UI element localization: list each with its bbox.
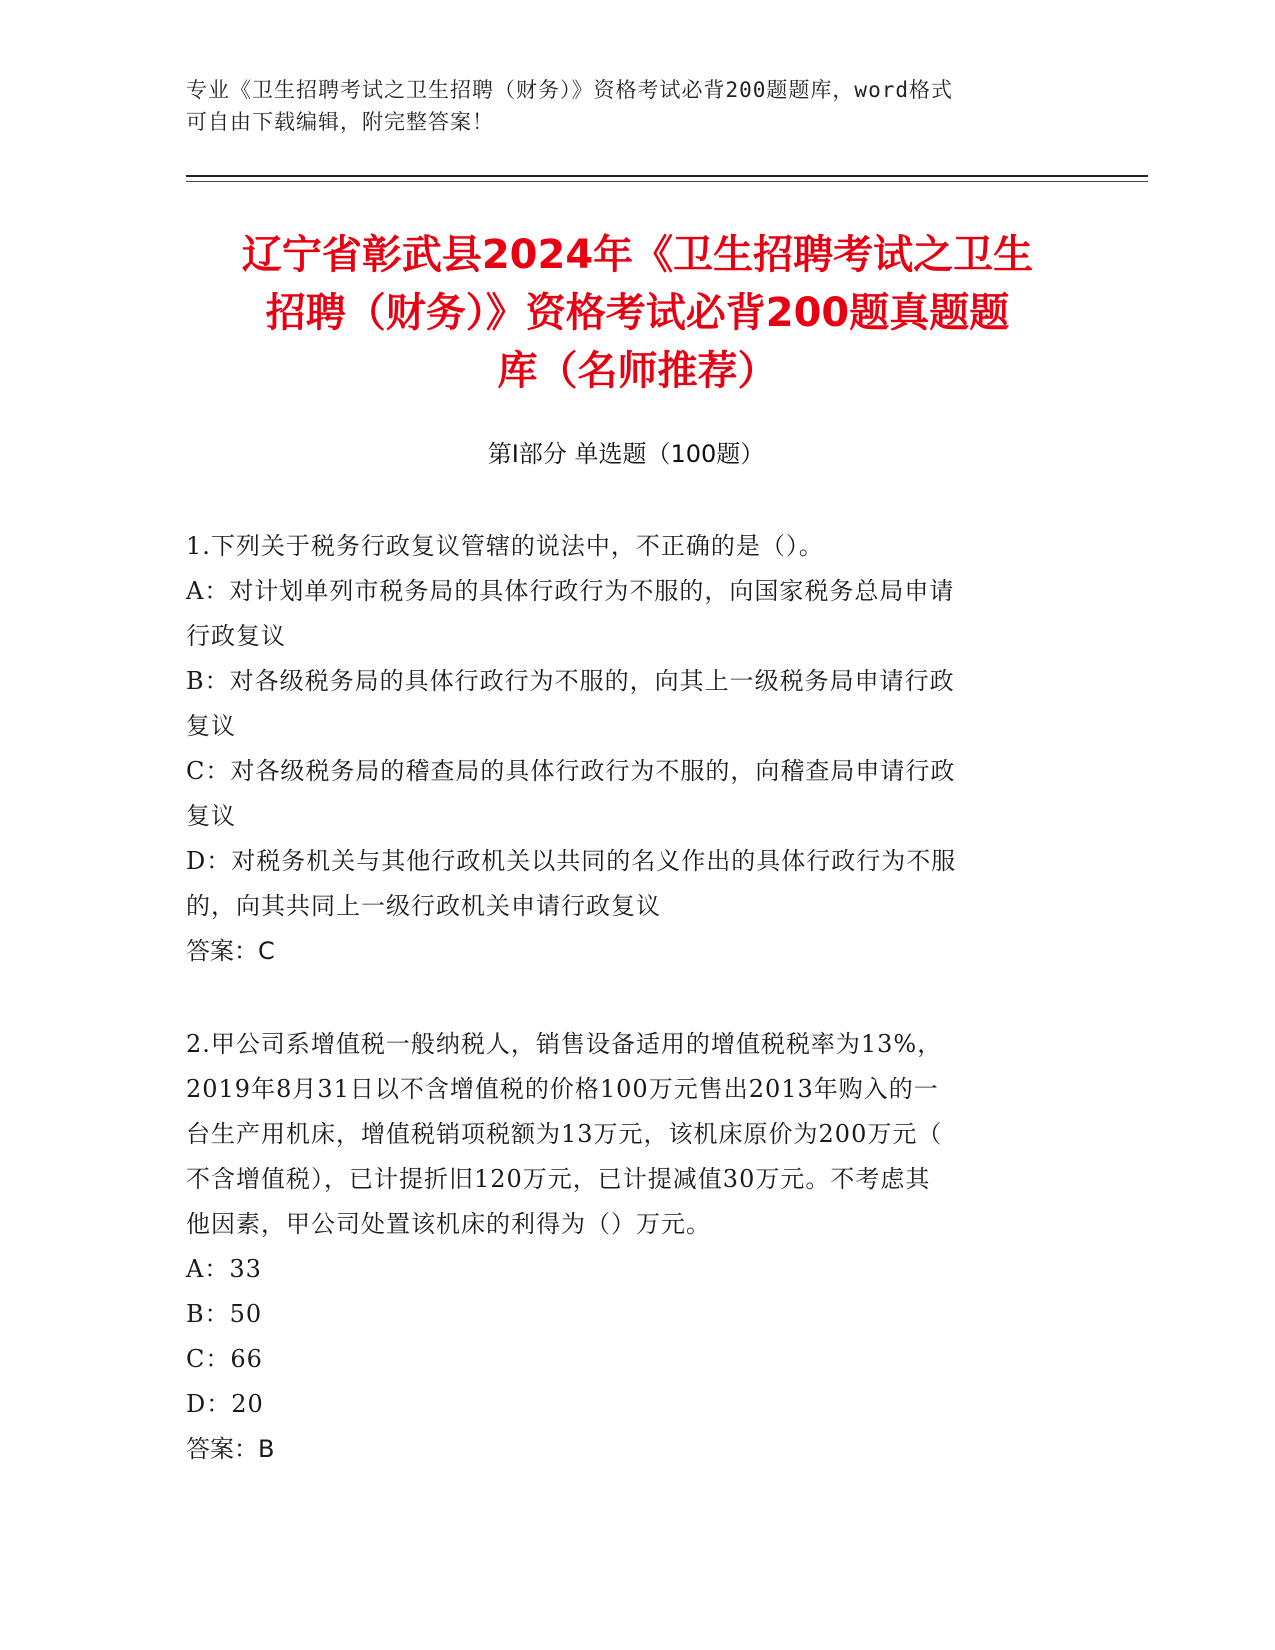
question-2 [186,1022,1066,1472]
option-c: C：66 [186,1345,263,1373]
header-divider-thick [186,175,1148,177]
option-b: B：对各级税务局的具体行政行为不服的，向其上一级税务局申请行政 复议 [186,667,955,740]
header-note-line: 可自由下载编辑，附完整答案！ [186,110,494,134]
answer: 答案：B [186,1435,275,1463]
option-b: B：50 [186,1300,263,1328]
document-title-line: 库（名师推荐） [497,348,778,394]
question-stem: 2.甲公司系增值税一般纳税人，销售设备适用的增值税税率为13%， 2019年8月31日以不含增值税的价格100万元售出2013年购入的一 台生产用机床，增值税销项税额为13万元，该机床原价为200万元（ 不含增值税），已计提折旧120万元，已计提减值30万元。不考虑其 他因素，甲公司处置该机床的利得为（）万元。 [186,1030,943,1238]
question-stem: 1.下列关于税务行政复议管辖的说法中，不正确的是（）。 [186,532,824,560]
section-heading: 第Ⅰ部分 单选题（100题） [487,440,765,468]
document-title [160,226,1115,400]
answer: 答案：C [186,937,275,965]
header-divider-thin [186,181,1148,182]
header-note [186,74,1066,138]
option-a: A：对计划单列市税务局的具体行政行为不服的，向国家税务总局申请 行政复议 [186,577,955,650]
document-title-line: 辽宁省彰武县2024年《卫生招聘考试之卫生 [241,232,1034,278]
option-d: D：对税务机关与其他行政机关以共同的名义作出的具体行政行为不服 的，向其共同上一级行政机关申请行政复议 [186,847,957,920]
document-title-line: 招聘（财务）》资格考试必背200题真题题 [265,290,1010,336]
header-note-line: 专业《卫生招聘考试之卫生招聘（财务）》资格考试必背200题题库，word格式 [186,78,953,102]
option-d: D：20 [186,1390,264,1418]
question-1 [186,524,1066,974]
option-a: A：33 [186,1255,262,1283]
option-c: C：对各级税务局的稽查局的具体行政行为不服的，向稽查局申请行政 复议 [186,757,956,830]
